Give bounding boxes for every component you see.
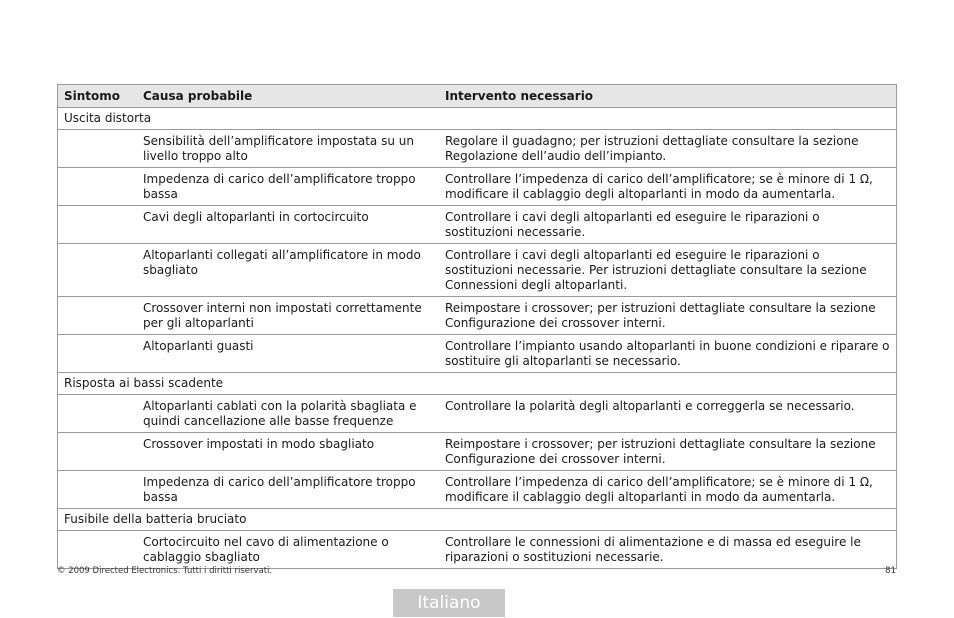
empty-symptom-cell — [58, 471, 138, 509]
action-cell: Controllare i cavi degli altoparlanti ed eseguire le riparazioni o sostituzioni necessarie. — [439, 206, 897, 244]
action-cell: Controllare l’impedenza di carico dell’amplificatore; se è minore di 1 Ω, modificare il cablaggio degli altoparlanti in modo da aumentarla. — [439, 471, 897, 509]
cause-cell: Crossover interni non impostati correttamente per gli altoparlanti — [137, 297, 439, 335]
empty-symptom-cell — [58, 335, 138, 373]
action-cell: Reimpostare i crossover; per istruzioni dettagliate consultare la sezione Configurazione dei crossover interni. — [439, 297, 897, 335]
action-cell: Controllare i cavi degli altoparlanti ed eseguire le riparazioni o sostituzioni necessarie. Per istruzioni dettagliate consultare la sezione Connessioni degli altoparlanti. — [439, 244, 897, 297]
action-cell: Controllare l’impianto usando altoparlanti in buone condizioni e riparare o sostituire gli altoparlanti se necessario. — [439, 335, 897, 373]
empty-symptom-cell — [58, 244, 138, 297]
cause-cell: Impedenza di carico dell’amplificatore troppo bassa — [137, 168, 439, 206]
header-sintomo: Sintomo — [58, 85, 138, 108]
cause-cell: Impedenza di carico dell’amplificatore troppo bassa — [137, 471, 439, 509]
table-row — [58, 471, 897, 509]
table-row — [58, 395, 897, 433]
action-cell: Regolare il guadagno; per istruzioni dettagliate consultare la sezione Regolazione dell’audio dell’impianto. — [439, 130, 897, 168]
header-intervento: Intervento necessario — [439, 85, 897, 108]
cause-cell: Cortocircuito nel cavo di alimentazione o cablaggio sbagliato — [137, 531, 439, 569]
table-row — [58, 168, 897, 206]
cause-cell: Crossover impostati in modo sbagliato — [137, 433, 439, 471]
cause-cell: Cavi degli altoparlanti in cortocircuito — [137, 206, 439, 244]
empty-symptom-cell — [58, 130, 138, 168]
table-row — [58, 206, 897, 244]
symptom-cell: Fusibile della batteria bruciato — [58, 509, 897, 531]
table-row — [58, 244, 897, 297]
table-row — [58, 130, 897, 168]
copyright-text: © 2009 Directed Electronics. Tutti i diritti riservati. — [57, 566, 273, 576]
symptom-cell: Uscita distorta — [58, 108, 897, 130]
symptom-group-row — [58, 373, 897, 395]
table-row — [58, 531, 897, 569]
table-header-row — [58, 85, 897, 108]
cause-cell: Altoparlanti cablati con la polarità sbagliata e quindi cancellazione alle basse frequenze — [137, 395, 439, 433]
action-cell: Controllare le connessioni di alimentazione e di massa ed eseguire le riparazioni o sostituzioni necessarie. — [439, 531, 897, 569]
table-row — [58, 297, 897, 335]
header-causa: Causa probabile — [137, 85, 439, 108]
empty-symptom-cell — [58, 395, 138, 433]
empty-symptom-cell — [58, 433, 138, 471]
page-number: 81 — [885, 566, 896, 576]
cause-cell: Altoparlanti guasti — [137, 335, 439, 373]
table-row — [58, 335, 897, 373]
language-tab: Italiano — [393, 589, 505, 617]
action-cell: Controllare l’impedenza di carico dell’amplificatore; se è minore di 1 Ω, modificare il cablaggio degli altoparlanti in modo da aumentarla. — [439, 168, 897, 206]
empty-symptom-cell — [58, 297, 138, 335]
symptom-group-row — [58, 108, 897, 130]
empty-symptom-cell — [58, 531, 138, 569]
action-cell: Reimpostare i crossover; per istruzioni dettagliate consultare la sezione Configurazione dei crossover interni. — [439, 433, 897, 471]
troubleshooting-table — [57, 84, 897, 569]
symptom-cell: Risposta ai bassi scadente — [58, 373, 897, 395]
empty-symptom-cell — [58, 168, 138, 206]
symptom-group-row — [58, 509, 897, 531]
cause-cell: Sensibilità dell’amplificatore impostata su un livello troppo alto — [137, 130, 439, 168]
table-row — [58, 433, 897, 471]
empty-symptom-cell — [58, 206, 138, 244]
cause-cell: Altoparlanti collegati all’amplificatore in modo sbagliato — [137, 244, 439, 297]
action-cell: Controllare la polarità degli altoparlanti e correggerla se necessario. — [439, 395, 897, 433]
